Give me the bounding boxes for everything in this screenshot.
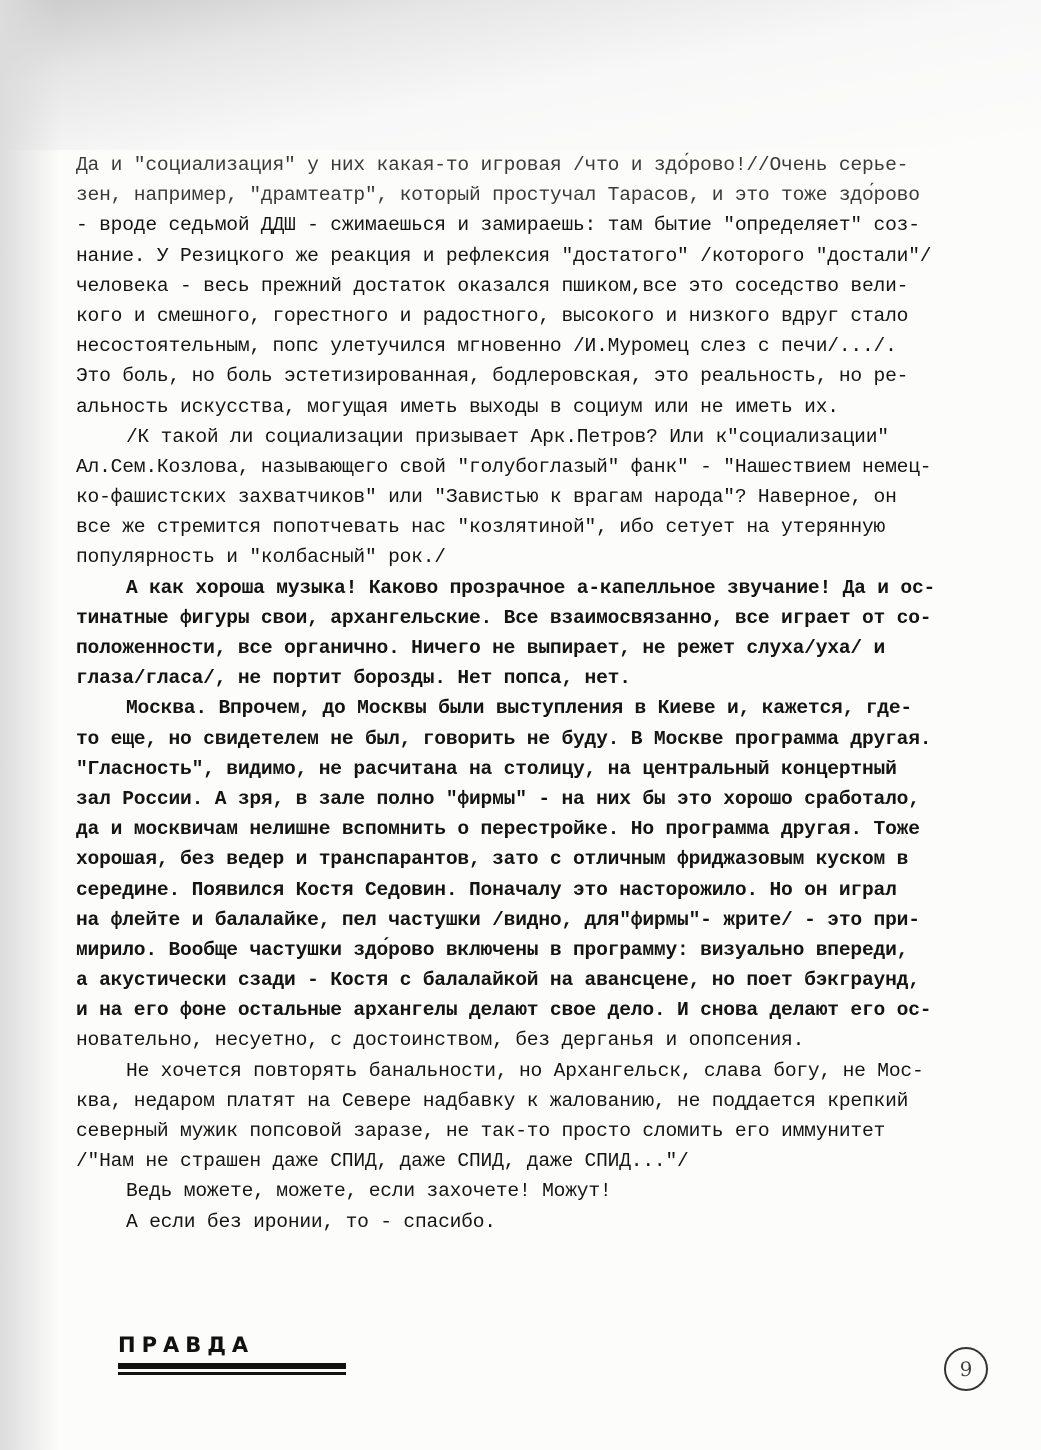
text-line: /"Нам не страшен даже СПИД, даже СПИД, даже СПИД..."/	[76, 1150, 689, 1173]
text-line: "Гласность", видимо, не расчитана на столицу, на центральный концертный	[76, 757, 897, 780]
text-line: А как хороша музыка! Каково прозрачное а-капелльное звучание! Да и ос-	[126, 576, 936, 599]
scan-shadow-top	[0, 0, 1041, 150]
text-line: человека - весь прежний достаток оказался пшиком,все это соседство вели-	[76, 274, 909, 297]
text-line: все же стремится попотчевать нас "козлятиной", ибо сетует на утерянную	[76, 516, 886, 539]
text-line: популярность и "колбасный" рок./	[76, 546, 446, 569]
logo-underline	[118, 1363, 346, 1369]
text-line: середине. Появился Костя Седовин. Поначалу это насторожило. Но он играл	[76, 878, 897, 901]
logo-text: ПРАВДА	[118, 1333, 255, 1357]
text-line: северный мужик попсовой заразе, не так-то просто сломить его иммунитет	[76, 1120, 886, 1142]
page-number: 9	[944, 1347, 988, 1391]
text-line: а акустически сзади - Костя с балалайкой на авансцене, но поет бэкграунд,	[76, 969, 920, 992]
text-line: альность искусства, могущая иметь выходы в социум или не иметь их.	[76, 395, 839, 418]
text-line: Да и "социализация" у них какая-то игровая /что и здо́рово!//Очень серье-	[76, 154, 909, 176]
text-line: тинатные фигуры свои, архангельские. Все взаимосвязанно, все играет от со-	[76, 606, 932, 629]
text-line: Это боль, но боль эстетизированная, бодлеровская, это реальность, но ре-	[76, 365, 909, 388]
text-line: новательно, несуетно, с достоинством, без дерганья и опопсения.	[76, 1029, 805, 1052]
text-line: А если без иронии, то - спасибо.	[126, 1210, 496, 1233]
logo-underline-thin	[118, 1372, 346, 1375]
text-line: положенности, все органично. Ничего не выпирает, не режет слуха/уха/ и	[76, 637, 886, 659]
text-line: глаза/гласа/, не портит борозды. Нет попса, нет.	[76, 667, 631, 690]
text-line: кого и смешного, горестного и радостного, высокого и низкого вдруг стало	[76, 304, 909, 327]
text-line: Ведь можете, можете, если захочете! Можут!	[126, 1180, 612, 1203]
pravda-logo	[118, 1333, 348, 1375]
scan-shadow-left	[0, 0, 60, 1450]
text-line: нание. У Резицкого же реакция и рефлексия "достатого" /которого "достали"/	[76, 244, 932, 267]
text-line: ко-фашистских захватчиков" или "Завистью к врагам народа"? Наверное, он	[76, 486, 897, 509]
text-line: ква, недаром платят на Севере надбавку к жалованию, не поддается крепкий	[76, 1089, 909, 1112]
text-line: и на его фоне остальные архангелы делают свое дело. И снова делают его ос-	[76, 999, 932, 1022]
text-line: мирило. Вообще частушки здо́рово включены в программу: визуально впереди,	[76, 938, 909, 961]
text-line: хорошая, без ведер и транспарантов, зато с отличным фриджазовым куском в	[76, 848, 909, 871]
text-line: на флейте и балалайке, пел частушки /видно, для"фирмы"- жрите/ - это при-	[76, 908, 920, 931]
text-line: Ал.Сем.Козлова, называющего свой "голубоглазый" фанк" - "Нашествием немец-	[76, 455, 932, 478]
text-line: то еще, но свидетелем не был, говорить не буду. В Москве программа другая.	[76, 727, 932, 750]
article-body	[76, 150, 1026, 1237]
text-line: - вроде седьмой ДДШ - сжимаешься и замираешь: там бытие "определяет" соз-	[76, 214, 920, 237]
text-line: зен, например, "драмтеатр", который простучал Тарасов, и это тоже здо́рово	[76, 184, 920, 207]
text-line: Не хочется повторять банальности, но Архангельск, слава богу, не Мос-	[126, 1059, 924, 1082]
text-line: /К такой ли социализации призывает Арк.Петров? Или к"социализации"	[126, 425, 889, 448]
text-line: да и москвичам нелишне вспомнить о перестройке. Но программа другая. Тоже	[76, 818, 920, 841]
text-line: несостоятельным, попс улетучился мгновенно /И.Муромец слез с печи/.../.	[76, 335, 897, 358]
text-line: Москва. Впрочем, до Москвы были выступления в Киеве и, кажется, где-	[126, 697, 912, 720]
text-line: зал России. А зря, в зале полно "фирмы" - на них бы это хорошо сработало,	[76, 787, 920, 810]
